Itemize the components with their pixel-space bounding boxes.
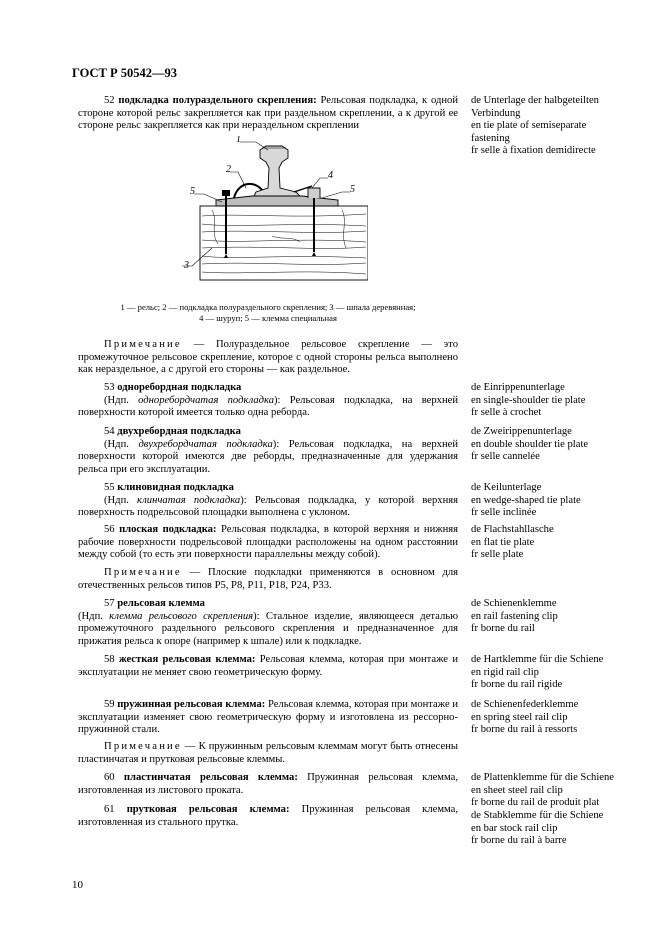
translation-de: de Plattenklemme für die Schiene <box>471 772 614 783</box>
translations-52 <box>471 95 621 158</box>
translation-fr: fr borne du rail à barre <box>471 835 567 847</box>
entry-54 <box>78 426 458 476</box>
term-name: пластинчатая рельсовая клемма: <box>123 772 298 783</box>
figure-caption <box>78 302 458 325</box>
translation-de: de Schienenfederklemme <box>471 699 579 710</box>
translations-60 <box>471 772 621 810</box>
term-number: 55 <box>104 482 115 493</box>
note-text: — Плоские подкладки применяются в основном для отечественных рельсов типов Р5, Р8, Р11, Р18, Р24, Р33. <box>78 567 458 591</box>
translations-58 <box>471 654 621 692</box>
term-name: жесткая рельсовая клемма: <box>118 654 256 665</box>
figure-label-1: 1 <box>236 136 241 145</box>
translation-en: en sheet steel rail clip <box>471 784 563 796</box>
page-number: 10 <box>72 879 83 891</box>
ndp-term: клемма рельсового скрепления <box>109 610 254 622</box>
translation-fr: fr selle inclinée <box>471 507 537 519</box>
note-52 <box>78 339 458 377</box>
figure-label-5-right: 5 <box>350 184 355 195</box>
note-59 <box>78 741 458 766</box>
term-number: 53 <box>104 382 115 393</box>
translation-de: de Einrippenunterlage <box>471 382 565 393</box>
translation-en: en flat tie plate <box>471 536 535 548</box>
translation-fr: fr borne du rail de produit plat <box>471 797 600 809</box>
ndp-suffix: ) <box>272 438 277 450</box>
translation-en: en wedge-shaped tie plate <box>471 494 581 506</box>
term-name: рельсовая клемма <box>117 598 205 609</box>
note-56 <box>78 567 458 592</box>
term-number: 52 <box>104 95 115 106</box>
translations-54 <box>471 426 621 464</box>
term-number: 60 <box>104 772 115 783</box>
term-definition: Пружинная рельсовая клемма, изготовленная из стального прутка. <box>78 804 458 828</box>
term-number: 58 <box>104 654 115 665</box>
term-name: пружинная рельсовая клемма: <box>117 699 266 710</box>
translation-de: de Flachstahllasche <box>471 524 554 535</box>
translation-de: de Keilunterlage <box>471 482 542 493</box>
entry-56 <box>78 524 458 562</box>
entry-53 <box>78 382 458 420</box>
term-definition: : Рельсовая подкладка, на верхней поверхности которой имеется только одна реборда. <box>78 394 458 419</box>
ndp-prefix: (Ндп. <box>78 610 110 622</box>
translation-de: de Stabklemme für die Schiene <box>471 810 604 821</box>
ndp-suffix: ) <box>240 494 244 506</box>
term-definition: Рельсовая клемма, которая при монтаже и эксплуатации не меняет свою геометрическую форму. <box>78 654 458 678</box>
note-label: Примечание <box>104 741 182 752</box>
term-definition: : Рельсовая подкладка, у которой верхняя поверхность подрельсовой площадки выполнена с уклоном. <box>78 494 458 519</box>
term-definition: ): Стальное изделие, являющееся деталью промежуточного раздельного рельсового скрепления и предназначенное для прижатия рельса к опоре (например к шпале) или к подкладке. <box>78 610 458 647</box>
translation-en: en double shoulder tie plate <box>471 438 589 450</box>
term-definition: Рельсовая подкладка, в которой верхняя и нижняя рабочие поверхности подрельсовой площадки расположены на одном расстоянии между собой (то есть эти поверхности параллельны между собой). <box>78 524 459 561</box>
figure-label-2: 2 <box>226 164 231 175</box>
translation-de: de Hartklemme für die Schiene <box>471 654 604 665</box>
note-label: Примечание <box>104 567 182 578</box>
translations-55 <box>471 482 621 520</box>
caption-line-1: 1 — рельс; 2 — подкладка полураздельного скрепления; 3 — шпала деревянная; <box>120 302 416 312</box>
translations-56 <box>471 524 621 562</box>
ndp-prefix: (Ндп. <box>104 438 139 450</box>
entry-57 <box>78 598 458 648</box>
figure-label-5-left: 5 <box>190 186 195 197</box>
translations-53 <box>471 382 621 420</box>
term-name: двухребордная подкладка <box>117 426 241 437</box>
translation-de: de Zweirippenunterlage <box>471 426 572 437</box>
note-text: — К пружинным рельсовым клеммам могут быть отнесены пластинчатая и прутковая рельсовые клеммы. <box>78 741 458 765</box>
translation-de: de Schienenklemme <box>471 598 557 609</box>
translation-fr: fr borne du rail <box>471 623 535 635</box>
caption-line-2: 4 — шуруп; 5 — клемма специальная <box>199 313 337 324</box>
translation-fr: fr selle à fixation demidirecte <box>471 145 596 157</box>
ndp-term: одноребордчатая подкладка <box>138 394 275 406</box>
term-definition: Пружинная рельсовая клемма, изготовленная из листового проката. <box>78 772 458 796</box>
term-number: 54 <box>104 426 115 437</box>
translations-57 <box>471 598 621 636</box>
term-definition: Рельсовая клемма, которая при монтаже и эксплуатации изменяет свою геометрическую форму и изготовлена из рессорно-пружинной стали. <box>78 699 459 736</box>
term-number: 57 <box>104 598 115 609</box>
translation-en: en tie plate of semiseparate fastening <box>471 120 587 144</box>
figure-label-3: 3 <box>184 260 189 271</box>
term-number: 59 <box>104 699 115 710</box>
term-name: клиновидная подкладка <box>117 482 234 493</box>
term-number: 56 <box>104 524 115 535</box>
translation-en: en single-shoulder tie plate <box>471 394 586 406</box>
translation-fr: fr selle à crochet <box>471 407 542 419</box>
term-definition: Рельсовая подкладка, к одной стороне которой рельс закрепляется как при раздельном скреплении, а к другой ее стороне рельс закрепляется как при нераздельном скреплении <box>78 95 458 132</box>
ndp-prefix: (Ндп. <box>104 494 138 506</box>
ndp-term: клинчатая подкладка <box>137 494 241 506</box>
note-text: — Полураздельное рельсовое скрепление — это промежуточное рельсовое скрепление, которое с одной стороны рельса выполнено как нераздельное, а с другой его стороны — как раздельное. <box>78 339 458 376</box>
translation-en: en rail fastening clip <box>471 610 558 622</box>
translation-fr: fr borne du rail rigide <box>471 679 563 691</box>
term-name: подкладка полураздельного скрепления: <box>118 95 317 106</box>
entry-60 <box>78 772 458 797</box>
entry-52 <box>78 95 458 133</box>
ndp-term: двухребордчатая подкладка <box>138 438 273 450</box>
translation-en: en bar stock rail clip <box>471 822 558 834</box>
translation-de: de Unterlage der halbgeteilten Verbindung <box>471 95 599 119</box>
entry-59 <box>78 699 458 737</box>
translation-fr: fr borne du rail à ressorts <box>471 724 578 736</box>
entry-61 <box>78 804 458 829</box>
note-label: Примечание <box>104 339 182 350</box>
translation-en: en rigid rail clip <box>471 666 539 678</box>
term-name: одноребордная подкладка <box>117 382 242 393</box>
term-name: прутковая рельсовая клемма: <box>126 804 290 815</box>
ndp-prefix: (Ндп. <box>104 394 139 406</box>
document-code: ГОСТ Р 50542—93 <box>72 66 178 80</box>
term-name: плоская подкладка: <box>119 524 217 535</box>
term-number: 61 <box>104 804 115 815</box>
translation-fr: fr selle plate <box>471 549 524 561</box>
translations-59 <box>471 699 621 737</box>
translation-fr: fr selle cannelée <box>471 451 540 463</box>
entry-58 <box>78 654 458 679</box>
entry-55 <box>78 482 458 520</box>
rail-fastening-figure <box>182 136 368 288</box>
term-definition: : Рельсовая подкладка, на верхней поверхности которой имеются две реборды, предназначенные для удержания рельса при его эксплуатации. <box>78 438 458 475</box>
translations-61 <box>471 810 621 848</box>
translation-en: en spring steel rail clip <box>471 711 568 723</box>
ndp-suffix: ) <box>274 394 278 406</box>
figure-label-4: 4 <box>328 170 333 181</box>
